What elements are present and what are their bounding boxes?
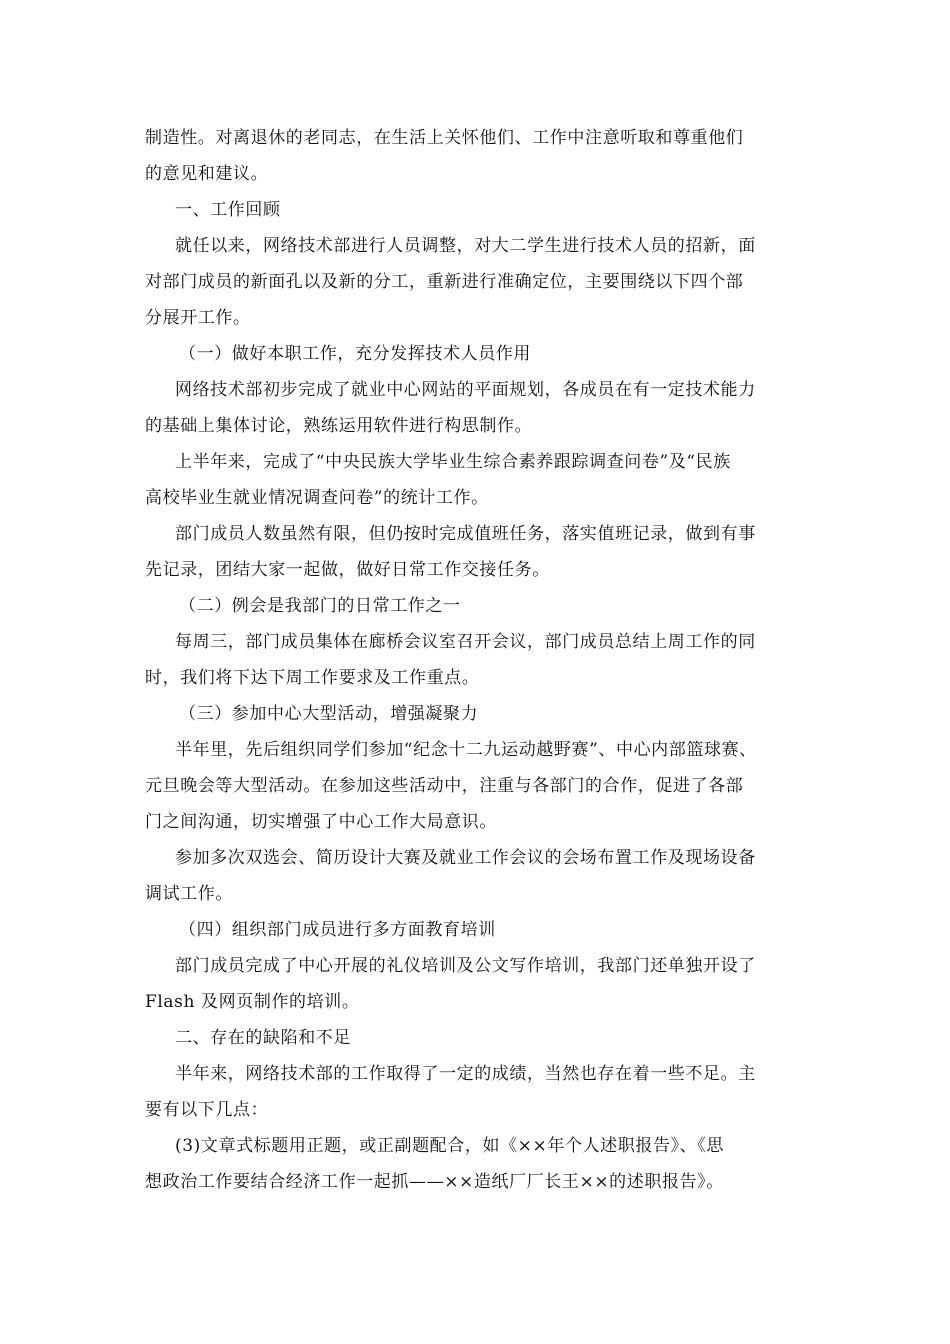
text-line: 参加多次双选会、简历设计大赛及就业工作会议的会场布置工作及现场设备: [175, 848, 756, 868]
text-line: 门之间沟通，切实增强了中心工作大局意识。: [145, 812, 497, 832]
subsection-heading: （一）做好本职工作，充分发挥技术人员作用: [179, 344, 531, 364]
text-line: 元旦晚会等大型活动。在参加这些活动中，注重与各部门的合作，促进了各部: [145, 776, 744, 796]
text-line: 高校毕业生就业情况调查问卷”的统计工作。: [145, 488, 489, 508]
subsection-heading: （二）例会是我部门的日常工作之一: [179, 596, 461, 616]
text-line: 的基础上集体讨论，熟练运用软件进行构思制作。: [145, 416, 533, 436]
text-line: 时，我们将下达下周工作要求及工作重点。: [145, 668, 480, 688]
text-line: 对部门成员的新面孔以及新的分工，重新进行准确定位，主要围绕以下四个部: [145, 272, 744, 292]
text-line: 半年来，网络技术部的工作取得了一定的成绩，当然也存在着一些不足。主: [175, 1064, 756, 1084]
text-line: 调试工作。: [145, 884, 233, 904]
text-line: 要有以下几点：: [145, 1100, 269, 1120]
text-line: 半年里，先后组织同学们参加“纪念十二九运动越野赛”、中心内部篮球赛、: [175, 740, 757, 760]
text-line: 想政治工作要结合经济工作一起抓——××造纸厂厂长王××的述职报告》。: [145, 1172, 724, 1192]
document-body: [145, 120, 815, 1200]
text-line: 部门成员完成了中心开展的礼仪培训及公文写作培训，我部门还单独开设了: [175, 956, 756, 976]
text-line: 制造性。对离退休的老同志，在生活上关怀他们、工作中注意听取和尊重他们: [145, 128, 744, 148]
text-line: 的意见和建议。: [145, 164, 269, 184]
text-line: 分展开工作。: [145, 308, 251, 328]
text-line: 就任以来，网络技术部进行人员调整，对大二学生进行技术人员的招新，面: [175, 236, 756, 256]
text-line: Flash 及网页制作的培训。: [145, 992, 360, 1012]
text-line: 部门成员人数虽然有限，但仍按时完成值班任务，落实值班记录，做到有事: [175, 524, 756, 544]
text-line: 先记录，团结大家一起做，做好日常工作交接任务。: [145, 560, 550, 580]
text-line: (3)文章式标题用正题，或正副题配合，如《××年个人述职报告》、《思: [175, 1136, 724, 1156]
section-heading: 一、工作回顾: [175, 200, 281, 220]
text-line: 上半年来，完成了“中央民族大学毕业生综合素养跟踪调查问卷”及“民族: [175, 452, 731, 472]
subsection-heading: （三）参加中心大型活动，增强凝聚力: [179, 704, 479, 724]
section-heading: 二、存在的缺陷和不足: [175, 1028, 351, 1048]
text-line: 网络技术部初步完成了就业中心网站的平面规划，各成员在有一定技术能力: [175, 380, 756, 400]
text-line: 每周三，部门成员集体在廊桥会议室召开会议，部门成员总结上周工作的同: [175, 632, 756, 652]
subsection-heading: （四）组织部门成员进行多方面教育培训: [179, 920, 496, 940]
